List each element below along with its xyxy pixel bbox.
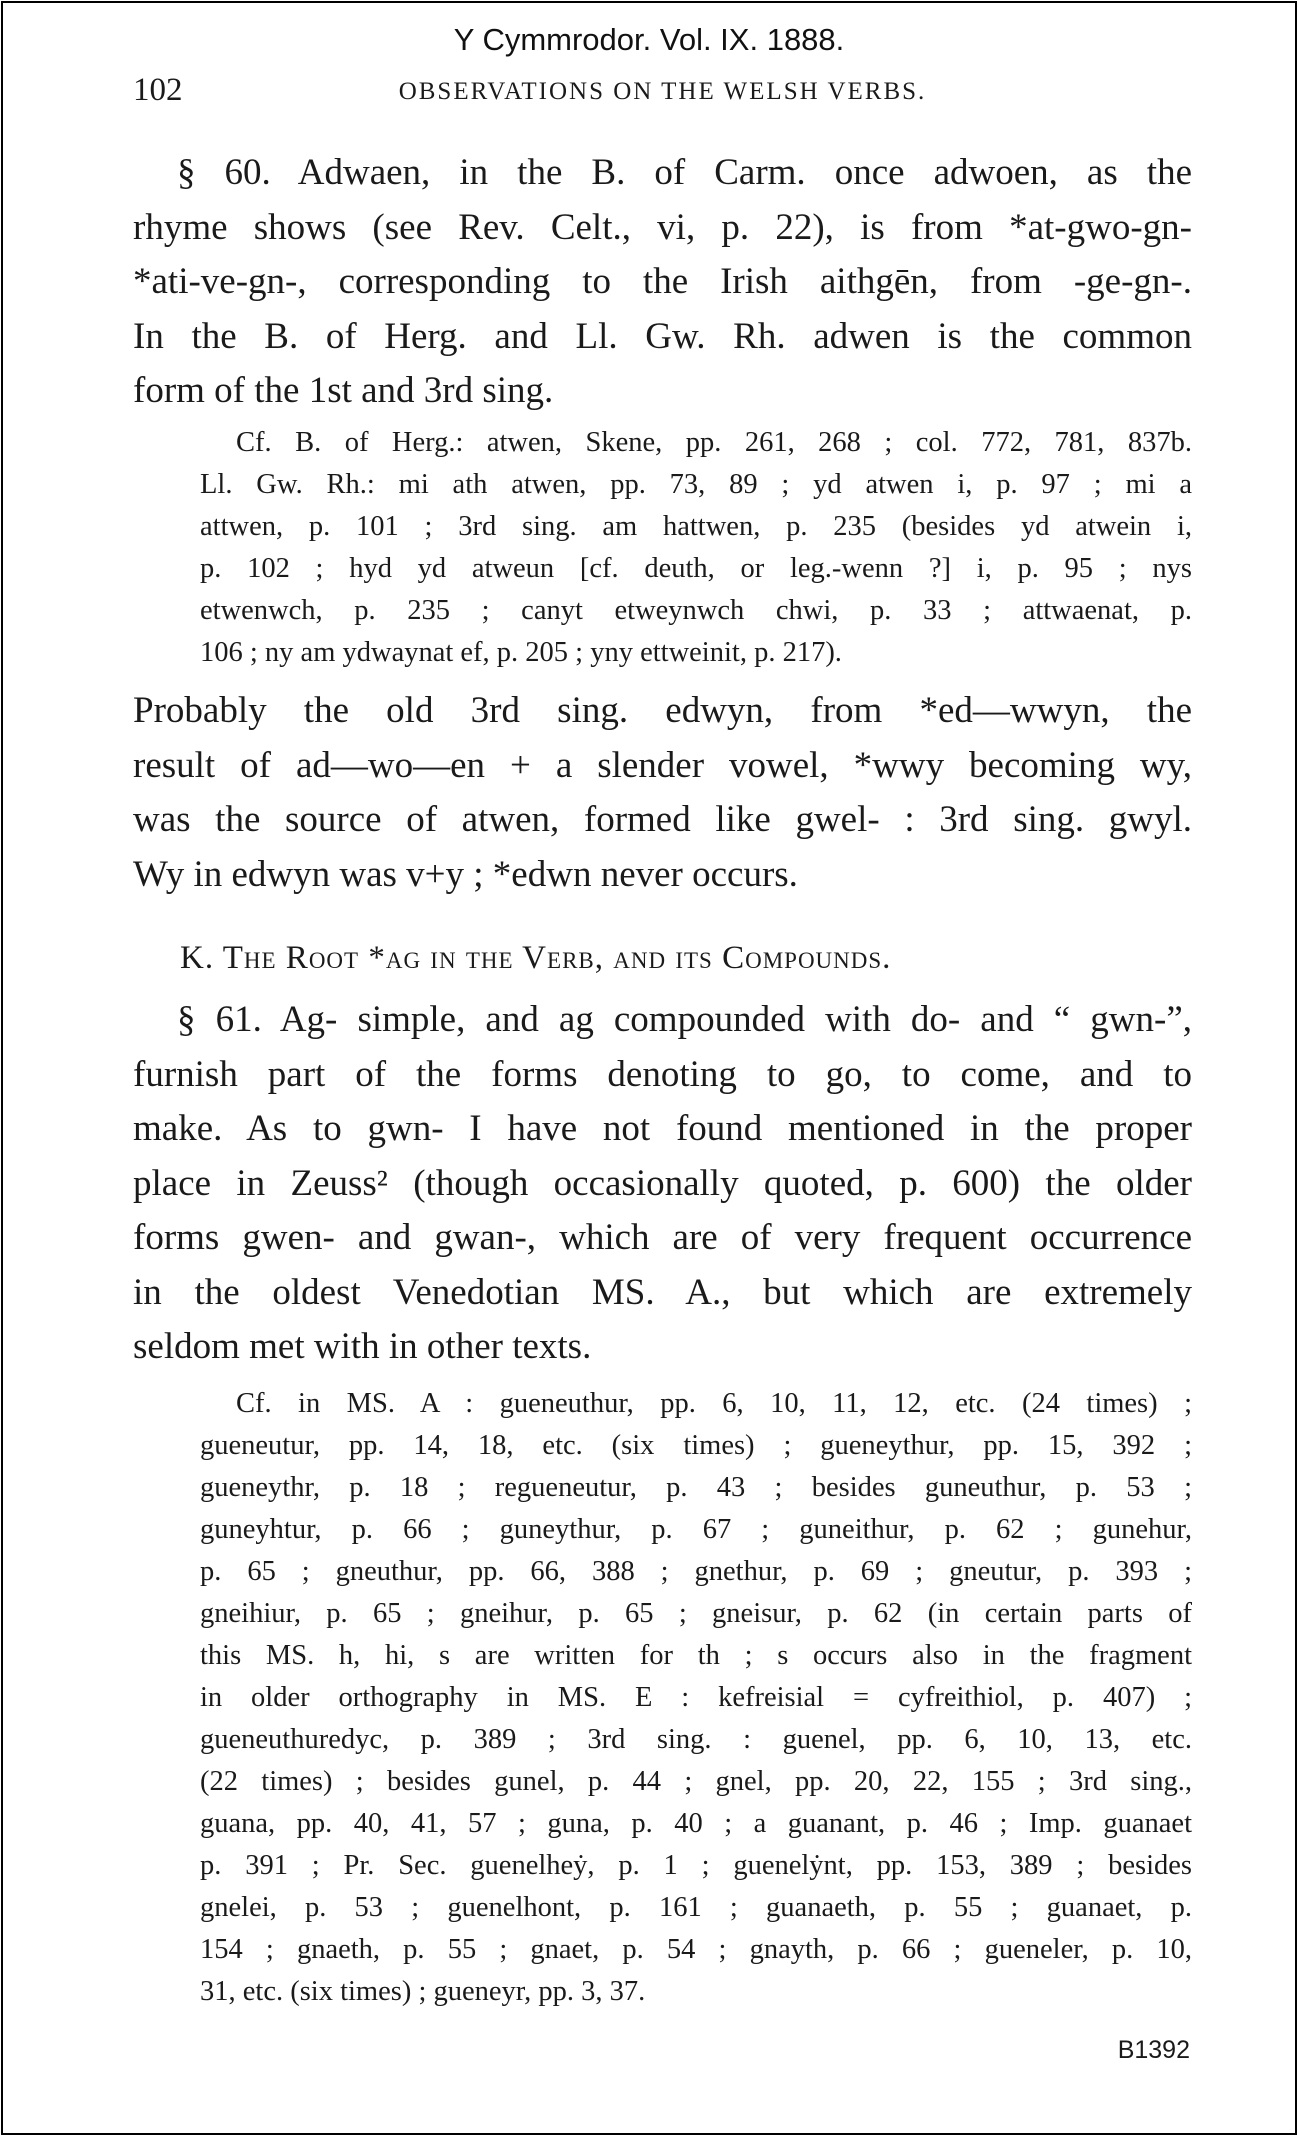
- footnote-60: [200, 422, 1192, 674]
- paragraph-60: [133, 146, 1192, 419]
- text-line: § 61. Ag- simple, and ag compounded with do- and “ gwn-”,: [177, 999, 1192, 1040]
- text-line: gnelei, p. 53 ; guenelhont, p. 161 ; guanaeth, p. 55 ; guanaet, p.: [200, 1892, 1192, 1923]
- text-line: guneyhtur, p. 66 ; guneythur, p. 67 ; guneithur, p. 62 ; gunehur,: [200, 1514, 1192, 1545]
- text-line: § 60. Adwaen, in the B. of Carm. once adwoen, as the: [177, 152, 1192, 193]
- text-line: In the B. of Herg. and Ll. Gw. Rh. adwen is the common: [133, 315, 1192, 357]
- text-line: gueneutur, pp. 14, 18, etc. (six times) ; gueneythur, pp. 15, 392 ;: [200, 1430, 1192, 1461]
- text-line: gueneythr, p. 18 ; regueneutur, p. 43 ; besides guneuthur, p. 53 ;: [200, 1472, 1192, 1503]
- text-line: place in Zeuss² (though occasionally quoted, p. 600) the older: [133, 1162, 1192, 1204]
- text-line: p. 65 ; gneuthur, pp. 66, 388 ; gnethur, p. 69 ; gneutur, p. 393 ;: [200, 1556, 1192, 1587]
- text-line: p. 102 ; hyd yd atweun [cf. deuth, or leg.-wenn ?] i, p. 95 ; nys: [200, 553, 1192, 584]
- journal-banner: Y Cymmrodor. Vol. IX. 1888.: [453, 22, 845, 57]
- text-line: 106 ; ny am ydwaynat ef, p. 205 ; yny ettweinit, p. 217).: [200, 637, 842, 668]
- running-title: OBSERVATIONS ON THE WELSH VERBS.: [398, 78, 927, 105]
- paragraph-60-continued: [133, 684, 1192, 902]
- text-line: Wy in edwyn was v+y ; *edwn never occurs.: [133, 853, 798, 895]
- text-line: etwenwch, p. 235 ; canyt etweynwch chwi, p. 33 ; attwaenat, p.: [200, 595, 1192, 626]
- text-line: Cf. B. of Herg.: atwen, Skene, pp. 261, 268 ; col. 772, 781, 837b.: [236, 427, 1192, 458]
- text-line: Probably the old 3rd sing. edwyn, from *ed—wwyn, the: [133, 690, 1192, 731]
- text-line: gueneuthuredyc, p. 389 ; 3rd sing. : guenel, pp. 6, 10, 13, etc.: [200, 1724, 1192, 1755]
- text-line: guana, pp. 40, 41, 57 ; guna, p. 40 ; a guanant, p. 46 ; Imp. guanaet: [200, 1808, 1192, 1839]
- paragraph-61: [133, 993, 1192, 1375]
- section-heading-k: K. The Root *ag in the Verb, and its Compounds.: [180, 940, 892, 976]
- text-line: (22 times) ; besides gunel, p. 44 ; gnel, pp. 20, 22, 155 ; 3rd sing.,: [200, 1766, 1192, 1797]
- running-head: [133, 72, 1192, 112]
- footnote-61: [200, 1383, 1192, 2013]
- text-line: in the oldest Venedotian MS. A., but which are extremely: [133, 1271, 1192, 1313]
- text-line: gneihiur, p. 65 ; gneihur, p. 65 ; gneisur, p. 62 (in certain parts of: [200, 1598, 1192, 1629]
- text-line: result of ad—wo—en + a slender vowel, *wwy becoming wy,: [133, 744, 1192, 786]
- text-line: Cf. in MS. A : gueneuthur, pp. 6, 10, 11, 12, etc. (24 times) ;: [236, 1388, 1192, 1419]
- text-line: in older orthography in MS. E : kefreisial = cyfreithiol, p. 407) ;: [200, 1682, 1192, 1713]
- text-line: seldom met with in other texts.: [133, 1326, 592, 1367]
- catalog-code: B1392: [1117, 2036, 1190, 2064]
- text-line: 31, etc. (six times) ; gueneyr, pp. 3, 37.: [200, 1976, 646, 2007]
- text-line: form of the 1st and 3rd sing.: [133, 370, 554, 411]
- text-line: 154 ; gnaeth, p. 55 ; gnaet, p. 54 ; gnayth, p. 66 ; gueneler, p. 10,: [200, 1934, 1192, 1965]
- page-number: 102: [133, 72, 183, 108]
- text-line: rhyme shows (see Rev. Celt., vi, p. 22), is from *at-gwo-gn-: [133, 206, 1192, 248]
- text-line: attwen, p. 101 ; 3rd sing. am hattwen, p. 235 (besides yd atwein i,: [200, 511, 1192, 542]
- text-line: forms gwen- and gwan-, which are of very frequent occurrence: [133, 1217, 1192, 1258]
- text-line: was the source of atwen, formed like gwel- : 3rd sing. gwyl.: [133, 799, 1192, 840]
- text-line: furnish part of the forms denoting to go, to come, and to: [133, 1053, 1192, 1095]
- text-line: make. As to gwn- I have not found mentioned in the proper: [133, 1108, 1192, 1149]
- text-line: Ll. Gw. Rh.: mi ath atwen, pp. 73, 89 ; yd atwen i, p. 97 ; mi a: [200, 469, 1192, 500]
- text-line: *ati-ve-gn-, corresponding to the Irish aithgēn, from -ge-gn-.: [133, 261, 1192, 302]
- text-line: p. 391 ; Pr. Sec. guenelheẏ, p. 1 ; guenelẏnt, pp. 153, 389 ; besides: [200, 1850, 1192, 1881]
- text-line: this MS. h, hi, s are written for th ; s occurs also in the fragment: [200, 1640, 1192, 1671]
